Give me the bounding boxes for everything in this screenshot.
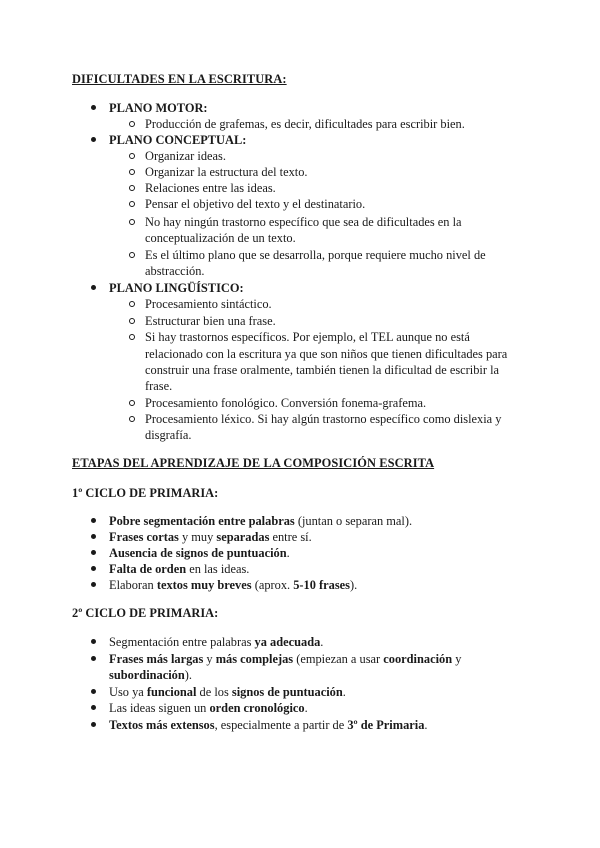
bullet-dot-icon: [91, 137, 96, 142]
bullet-dot-icon: [91, 689, 96, 694]
list-item-continuation: disgrafía.: [145, 428, 192, 442]
bullet-dot-icon: [91, 722, 96, 727]
bullet-circle-icon: [129, 252, 135, 258]
bullet-circle-icon: [129, 334, 135, 340]
bullet-circle-icon: [129, 416, 135, 422]
section-title-etapas: ETAPAS DEL APRENDIZAJE DE LA COMPOSICIÓN ESCRITA: [72, 456, 435, 470]
subheading-ciclo-2: 2º CICLO DE PRIMARIA:: [72, 606, 219, 620]
bullet-dot-icon: [91, 582, 96, 587]
list-item-continuation: relacionado con la escritura ya que son niños que tienen dificultades para: [145, 347, 508, 361]
list-item-continuation: construir una frase oralmente, también tienen la dificultad de escribir la: [145, 363, 500, 377]
bullet-circle-icon: [129, 185, 135, 191]
bullet-dot-icon: [91, 285, 96, 290]
bullet-circle-icon: [129, 153, 135, 159]
bullet-circle-icon: [129, 201, 135, 207]
bullet-circle-icon: [129, 318, 135, 324]
bullet-circle-icon: [129, 121, 135, 127]
bullet-dot-icon: [91, 534, 96, 539]
bullet-dot-icon: [91, 105, 96, 110]
list-item-continuation: subordinación).: [109, 668, 192, 682]
bullet-dot-icon: [91, 705, 96, 710]
list-item-continuation: frase.: [145, 379, 173, 393]
bullet-dot-icon: [91, 566, 96, 571]
section-title-dificultades: DIFICULTADES EN LA ESCRITURA:: [72, 72, 287, 86]
bullet-circle-icon: [129, 219, 135, 225]
bullet-dot-icon: [91, 656, 96, 661]
bullet-dot-icon: [91, 550, 96, 555]
bullet-dot-icon: [91, 639, 96, 644]
bullet-circle-icon: [129, 400, 135, 406]
bullet-circle-icon: [129, 169, 135, 175]
document-page: DIFICULTADES EN LA ESCRITURA: PLANO MOTOR: Producción de grafemas, es decir, dificultades para escribir bien. PLANO CONCEPTUAL: Organizar ideas. Organizar la estructura del texto. Relaciones entre las ideas. Pensar el objetivo del texto y el destinatario. No hay ningún trastorno específico que sea de dificultades en la conceptualización de un texto. Es el último plano que se desarrolla, porque requiere mucho nivel de abstracción. PLANO LINGÜÍSTICO: Procesamiento sintáctico. Estructurar bien una frase. Si hay trastornos específicos. Por ejemplo, el TEL aunque no está relacionado con la escritura ya que son niños que tienen dificultades para construir una frase oralmente, también tienen la dificultad de escribir la frase. Procesamiento fonológico. Conversión fonema-grafema. Procesamiento léxico. Si hay algún trastorno específico como dislexia y disgrafía. ETAPAS DEL APRENDIZAJE DE LA COMPOSICIÓN ESCRITA 1º CICLO DE PRIMARIA: Pobre segmentación entre palabras (juntan o separan mal). Frases cortas y muy separadas entre sí. Ausencia de signos de puntuación. Falta de orden en las ideas. Elaboran textos muy breves (aprox. 5-10 frases). 2º CICLO DE PRIMARIA: Segmentación entre palabras ya adecuada. Frases más largas y más complejas (empiezan a usar coordinación y subordinación). Uso ya funcional de los signos de puntuación. Las ideas siguen un orden cronológico. Textos más extensos, especialmente a partir de 3º de Primaria.: [72, 72, 508, 732]
subheading-ciclo-1: 1º CICLO DE PRIMARIA:: [72, 486, 219, 500]
list-item-continuation: conceptualización de un texto.: [145, 231, 296, 245]
bullet-circle-icon: [129, 301, 135, 307]
bullet-dot-icon: [91, 518, 96, 523]
list-item-continuation: abstracción.: [145, 264, 205, 278]
